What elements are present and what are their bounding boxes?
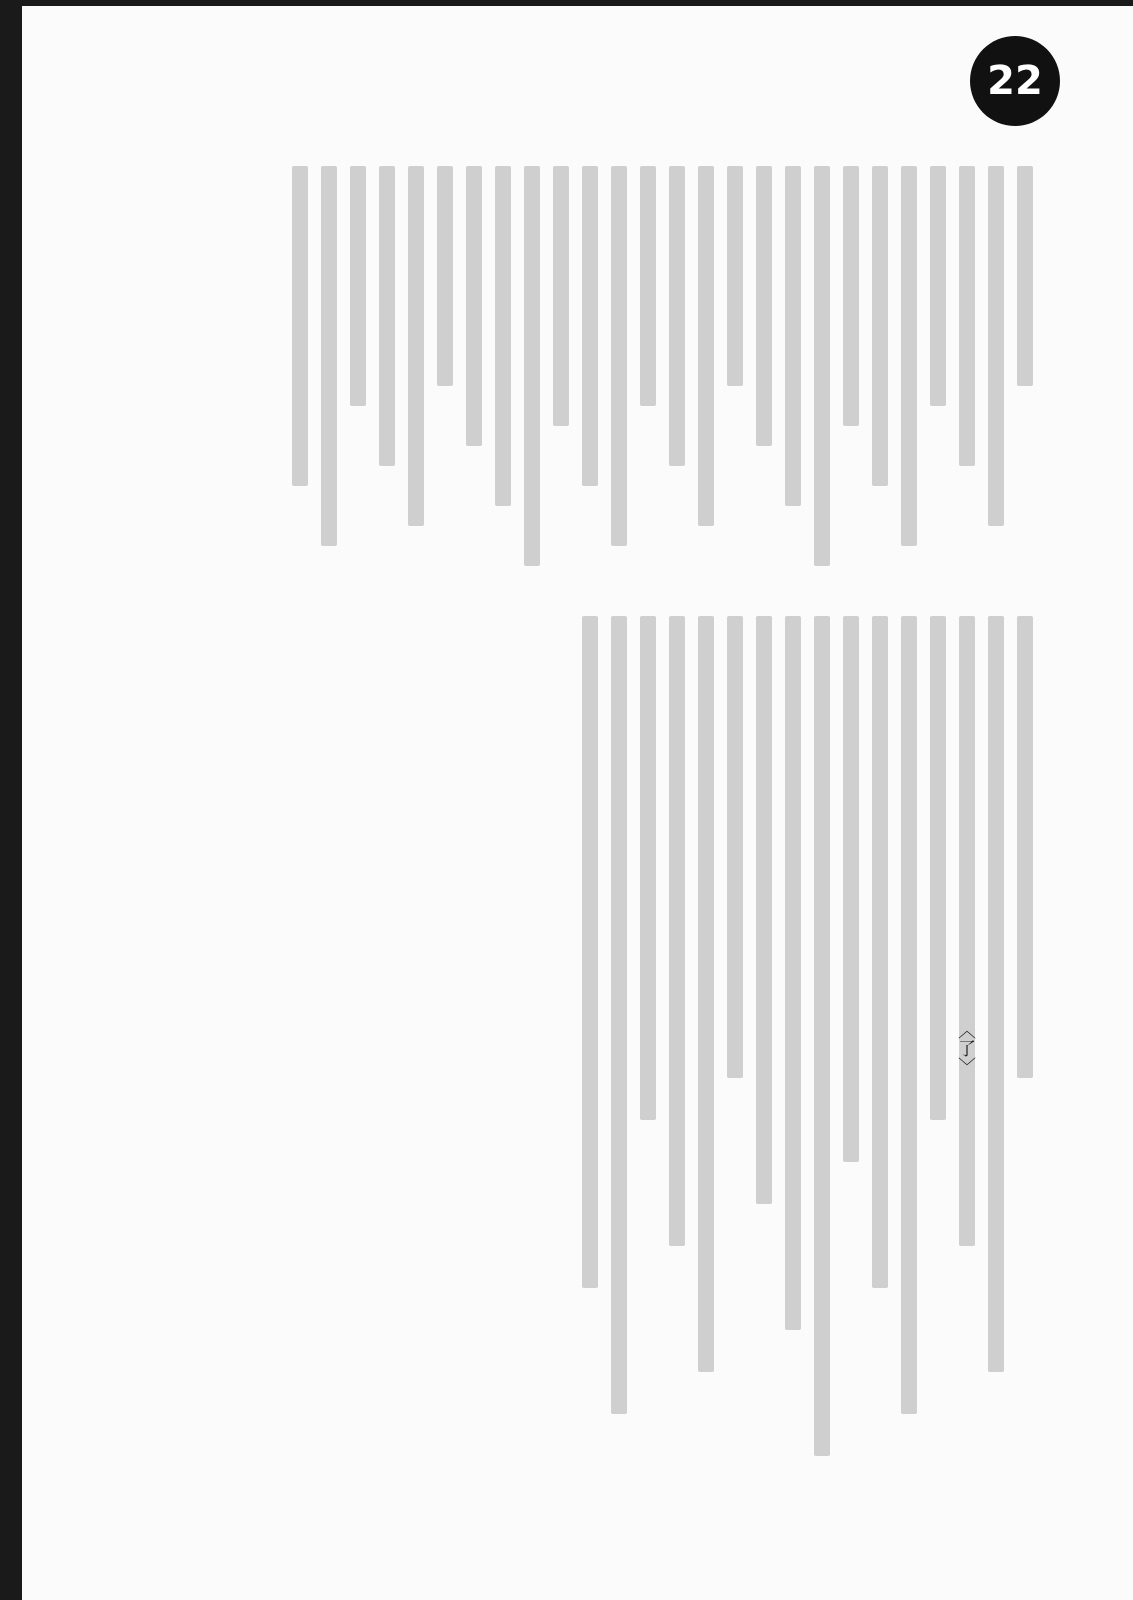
text-column-placeholder [843,166,859,426]
text-column-placeholder [988,616,1004,1372]
text-column-placeholder [872,616,888,1288]
page-number-badge: 22 [970,36,1060,126]
text-column-placeholder [1017,166,1033,386]
text-column-placeholder [379,166,395,466]
text-column-placeholder [872,166,888,486]
text-column-placeholder [930,166,946,406]
text-column-placeholder [524,166,540,566]
page [22,6,1133,1600]
text-column-placeholder [611,616,627,1414]
text-column-placeholder [785,166,801,506]
text-column-placeholder [350,166,366,406]
text-column-placeholder [466,166,482,446]
text-column-placeholder [582,616,598,1288]
text-column-placeholder [640,616,656,1120]
text-column-placeholder [408,166,424,526]
text-column-placeholder [756,616,772,1204]
text-column-placeholder [727,616,743,1078]
text-column-placeholder [698,166,714,526]
text-column-placeholder [785,616,801,1330]
text-column-placeholder [988,166,1004,526]
text-column-placeholder [930,616,946,1120]
text-column-placeholder [727,166,743,386]
text-column-placeholder [582,166,598,486]
text-column-placeholder [495,166,511,506]
text-column-placeholder [959,616,975,1246]
text-column-placeholder [553,166,569,426]
text-column-placeholder [843,616,859,1162]
text-column-placeholder [814,166,830,566]
text-column-placeholder [292,166,308,486]
text-column-placeholder [437,166,453,386]
text-column-placeholder [1017,616,1033,1078]
text-column-placeholder [321,166,337,546]
text-column-placeholder [901,166,917,546]
text-column-placeholder [959,166,975,466]
text-column-placeholder [901,616,917,1414]
text-column-placeholder [669,166,685,466]
text-column-placeholder [640,166,656,406]
text-column-placeholder [669,616,685,1246]
text-column-placeholder [611,166,627,546]
text-column-placeholder [756,166,772,446]
text-column-placeholder [698,616,714,1372]
end-mark: 〈了〉 [955,1021,976,1075]
text-column-placeholder [814,616,830,1456]
upper-text-block [292,166,1033,576]
